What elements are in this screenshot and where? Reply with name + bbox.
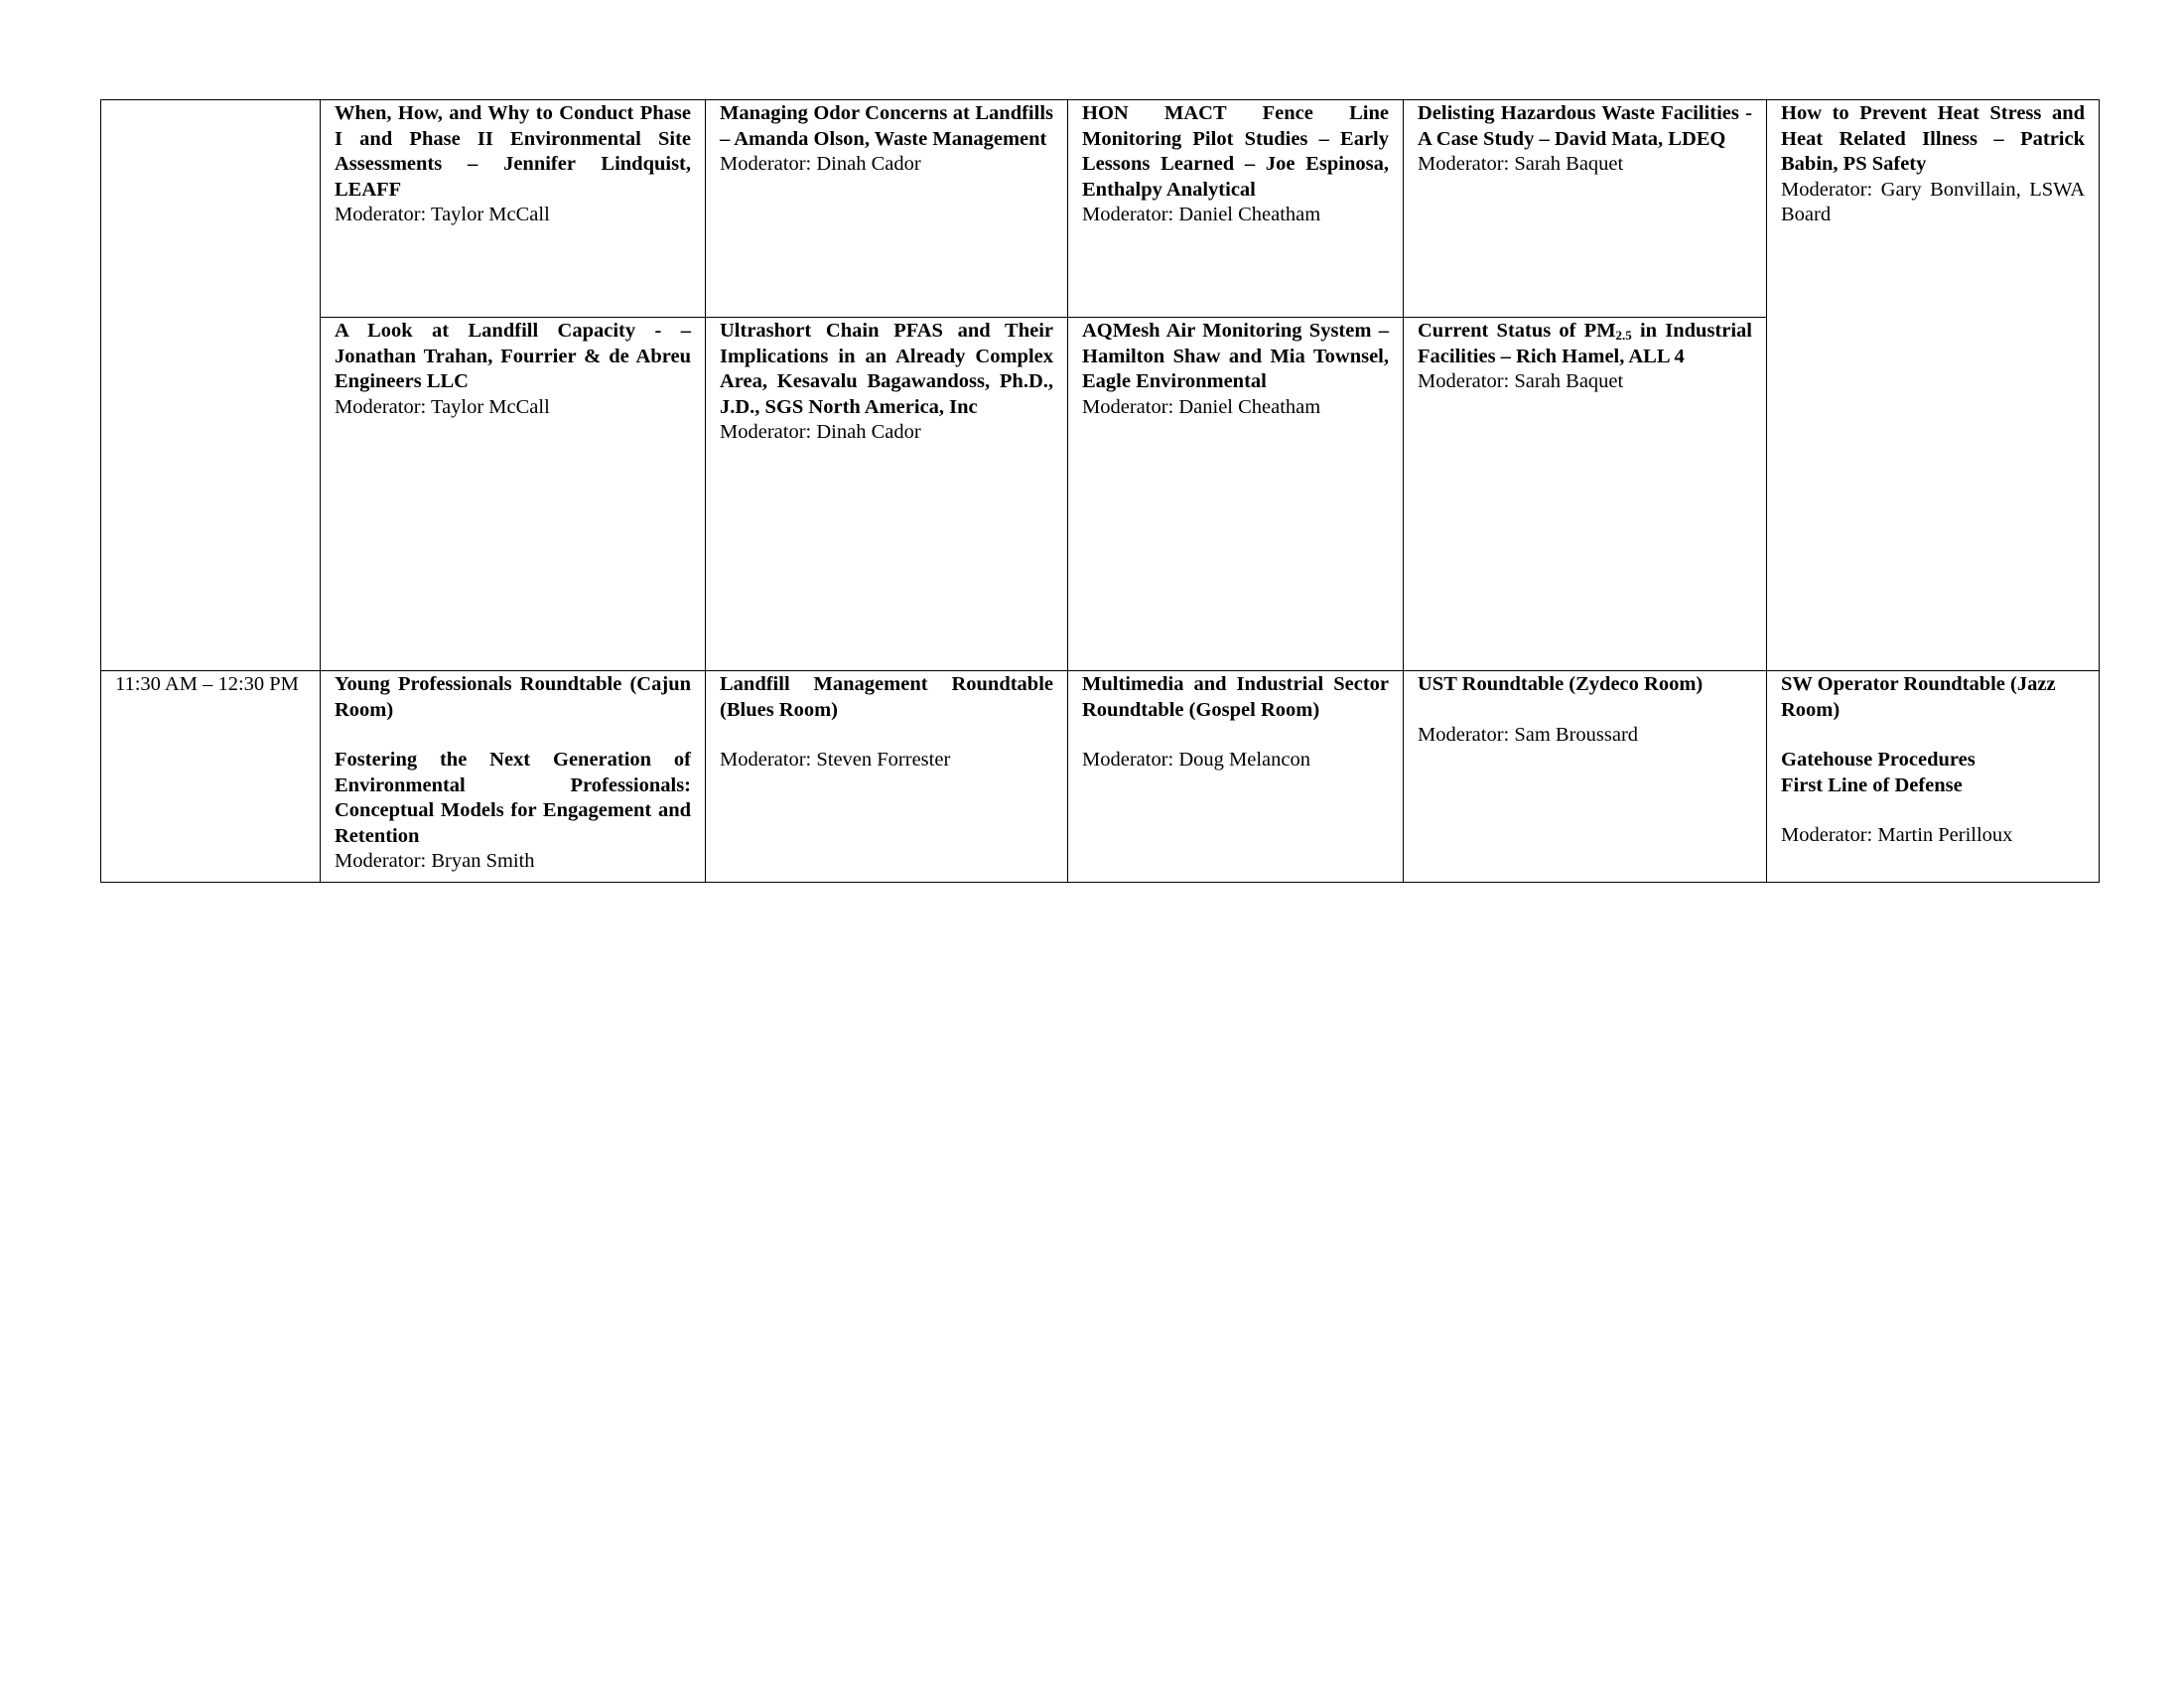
subscript-text: 2.5 [1615,328,1632,343]
roundtable-title: UST Roundtable (Zydeco Room) [1418,673,1704,695]
session-cell [706,318,1068,671]
spacer [335,723,691,748]
schedule-row-sessions-a [101,100,2100,318]
roundtable-topic: Gatehouse Procedures [1781,749,1976,771]
schedule-row-roundtables [101,671,2100,883]
spacer [1082,723,1389,748]
session-title [1418,319,1752,369]
roundtable-cell [1068,671,1404,883]
session-moderator: Moderator: Taylor McCall [335,395,550,418]
session-title-part: in Industrial Facilities – Rich Hamel, ALL 4 [1418,320,1752,367]
session-cell [1068,100,1404,318]
roundtable-title: Landfill Management Roundtable (Blues Room) [720,673,1053,721]
session-cell [1767,100,2100,671]
roundtable-moderator: Moderator: Bryan Smith [335,850,535,872]
session-title-part: Current Status of PM [1418,320,1616,342]
spacer [1418,698,1752,723]
session-moderator: Moderator: Sarah Baquet [1418,370,1624,392]
session-title: Ultrashort Chain PFAS and Their Implications in an Already Complex Area, Kesavalu Bagawandoss, Ph.D., J.D., SGS North America, Inc [720,320,1053,418]
roundtable-cell [706,671,1068,883]
session-cell [321,318,706,671]
roundtable-topic: First Line of Defense [1781,774,1963,796]
session-moderator: Moderator: Taylor McCall [335,204,550,225]
session-moderator: Moderator: Dinah Cador [720,153,921,175]
roundtable-moderator: Moderator: Steven Forrester [720,749,951,771]
roundtable-moderator: Moderator: Sam Broussard [1418,723,1639,746]
time-cell-empty [101,100,321,671]
spacer [720,723,1053,748]
roundtable-cell [1404,671,1767,883]
session-moderator: Moderator: Daniel Cheatham [1082,395,1321,418]
roundtable-cell [321,671,706,883]
roundtable-title: SW Operator Roundtable (Jazz Room) [1781,673,2056,721]
roundtable-title: Multimedia and Industrial Sector Roundtable (Gospel Room) [1082,673,1389,721]
spacer [1781,723,2085,748]
roundtable-moderator: Moderator: Doug Melancon [1082,749,1310,771]
session-title: AQMesh Air Monitoring System – Hamilton Shaw and Mia Townsel, Eagle Environmental [1082,320,1389,392]
roundtable-subtitle: Fostering the Next Generation of Environmental Professionals: Conceptual Models for Engagement and Retention [335,749,691,847]
schedule-table [100,99,2100,883]
session-title: When, How, and Why to Conduct Phase I and Phase II Environmental Site Assessments – Jennifer Lindquist, LEAFF [335,102,691,201]
session-moderator: Moderator: Dinah Cador [720,421,921,443]
session-title: How to Prevent Heat Stress and Heat Related Illness – Patrick Babin, PS Safety [1781,102,2085,175]
spacer [1781,798,2085,823]
session-title: HON MACT Fence Line Monitoring Pilot Studies – Early Lessons Learned – Joe Espinosa, Enthalpy Analytical [1082,102,1389,201]
session-cell [321,100,706,318]
session-moderator: Moderator: Sarah Baquet [1418,153,1624,175]
session-cell [1404,318,1767,671]
session-moderator: Moderator: Gary Bonvillain, LSWA Board [1781,178,2085,225]
roundtable-moderator: Moderator: Martin Perilloux [1781,824,2013,846]
session-title: Delisting Hazardous Waste Facilities - A Case Study – David Mata, LDEQ [1418,102,1752,150]
session-cell [1404,100,1767,318]
session-title: Managing Odor Concerns at Landfills – Amanda Olson, Waste Management [720,102,1053,150]
roundtable-cell [1767,671,2100,883]
time-cell: 11:30 AM – 12:30 PM [101,671,321,883]
session-cell [706,100,1068,318]
roundtable-title: Young Professionals Roundtable (Cajun Room) [335,673,691,721]
session-title: A Look at Landfill Capacity - – Jonathan Trahan, Fourrier & de Abreu Engineers LLC [335,320,691,392]
session-moderator: Moderator: Daniel Cheatham [1082,204,1321,225]
session-cell [1068,318,1404,671]
